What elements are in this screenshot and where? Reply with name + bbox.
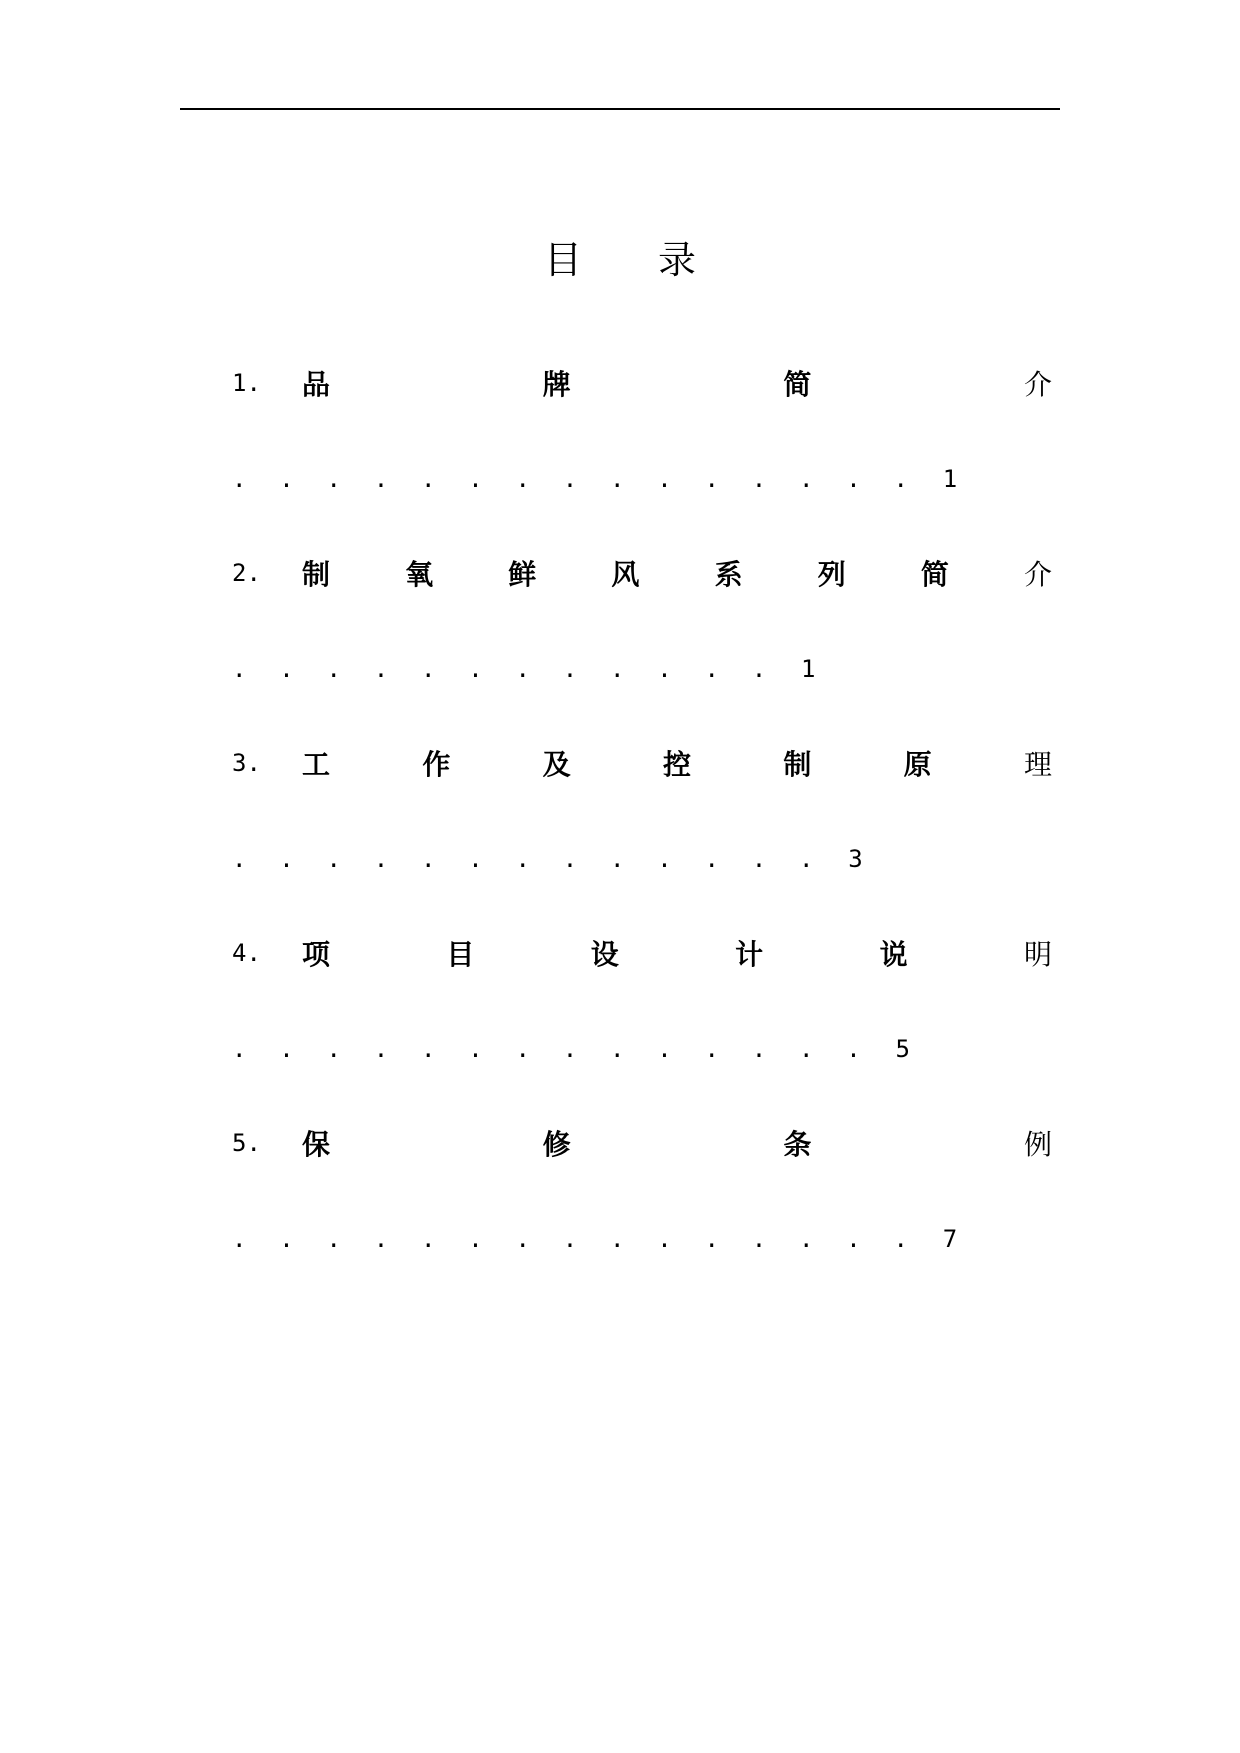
entry-heading [232,1118,1052,1168]
entry-title-char: 系 [714,558,743,591]
entry-leader [232,454,957,504]
entry-title-char: 制 [783,748,812,781]
toc-title [0,232,1240,288]
entry-title-char: 保 [302,1128,331,1161]
entry-leader [232,644,815,694]
entry-title-char: 品 [302,368,331,401]
dot-leader: .............. [232,1035,894,1063]
entry-title-char: 简 [920,558,949,591]
entry-leader [232,1024,910,1074]
entry-title-char: 明 [1023,938,1052,971]
entry-number: 5. [232,1129,261,1157]
entry-title-char: 设 [590,938,619,971]
entry-number: 4. [232,939,261,967]
entry-heading [232,738,1052,788]
entry-title-char: 简 [783,368,812,401]
page-number: 3 [848,845,863,873]
entry-title-char: 介 [1023,368,1052,401]
entry-title-char: 作 [422,748,451,781]
entry-title-char: 例 [1023,1128,1052,1161]
entry-title [302,1123,1052,1163]
entry-title-char: 控 [662,748,691,781]
entry-number: 2. [232,559,261,587]
entry-title-char: 工 [302,748,331,781]
entry-title-char: 列 [817,558,846,591]
entry-title-char: 风 [611,558,640,591]
dot-leader: ............ [232,655,799,683]
page-number: 1 [801,655,816,683]
entry-title-char: 项 [302,938,331,971]
entry-title-char: 说 [879,938,908,971]
entry-heading [232,928,1052,978]
entry-title [302,933,1052,973]
entry-title [302,363,1052,403]
entry-number: 3. [232,749,261,777]
header-rule [180,108,1060,110]
entry-heading [232,548,1052,598]
entry-title-char: 理 [1023,748,1052,781]
entry-title-char: 条 [783,1128,812,1161]
toc-title-char: 录 [658,238,697,282]
entry-title-char: 计 [735,938,764,971]
dot-leader: ............... [232,465,941,493]
page-number: 5 [895,1035,910,1063]
toc-title-char: 目 [543,238,582,282]
entry-leader [232,834,863,884]
entry-title-char: 牌 [542,368,571,401]
entry-title-char: 氧 [405,558,434,591]
entry-title-char: 修 [542,1128,571,1161]
entry-heading [232,358,1052,408]
dot-leader: ............... [232,1225,941,1253]
dot-leader: ............. [232,845,847,873]
entry-title-char: 介 [1023,558,1052,591]
page-number: 1 [942,465,958,493]
entry-title-char: 鲜 [508,558,537,591]
entry-title-char: 及 [542,748,571,781]
entry-title-char: 目 [446,938,475,971]
entry-title [302,553,1052,593]
entry-title-char: 制 [302,558,331,591]
page-number: 7 [942,1225,958,1253]
entry-number: 1. [232,369,261,397]
entry-leader [232,1214,957,1264]
entry-title [302,743,1052,783]
entry-title-char: 原 [903,748,932,781]
